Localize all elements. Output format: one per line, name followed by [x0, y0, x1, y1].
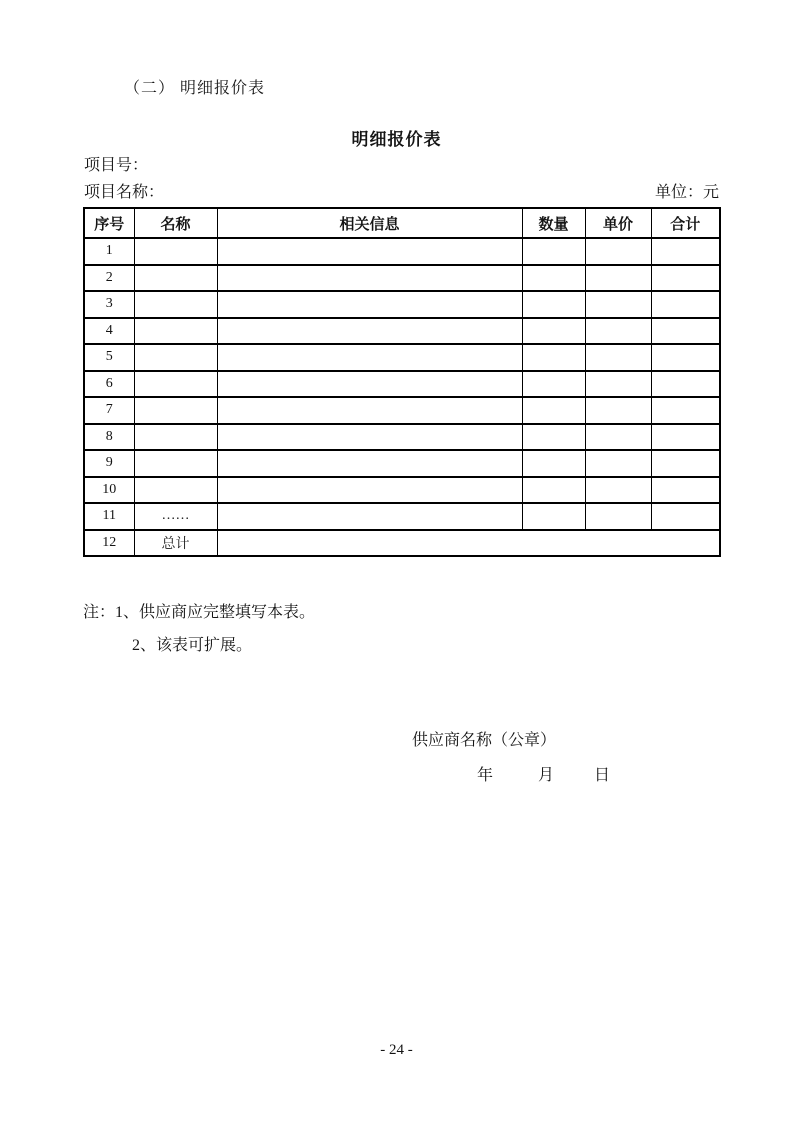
cell-quantity [522, 371, 585, 398]
header-serial: 序号 [84, 208, 134, 238]
table-row [84, 530, 720, 557]
cell-serial: 1 [84, 238, 134, 265]
cell-serial: 6 [84, 371, 134, 398]
note-line-1: 注：1、供应商应完整填写本表。 [83, 604, 316, 621]
cell-info [217, 477, 522, 504]
cell-unit-price [585, 265, 651, 292]
cell-unit-price [585, 291, 651, 318]
cell-serial: 2 [84, 265, 134, 292]
cell-quantity [522, 477, 585, 504]
cell-quantity [522, 318, 585, 345]
header-quantity: 数量 [522, 208, 585, 238]
table-row [84, 371, 720, 398]
cell-name [134, 397, 217, 424]
cell-quantity [522, 450, 585, 477]
cell-quantity [522, 291, 585, 318]
year-label: 年 [477, 767, 494, 784]
cell-name [134, 344, 217, 371]
cell-total [651, 344, 720, 371]
project-name-label: 项目名称： [84, 184, 165, 201]
cell-name: …… [134, 503, 217, 530]
project-meta-row [84, 183, 719, 203]
cell-unit-price [585, 503, 651, 530]
header-total: 合计 [651, 208, 720, 238]
cell-total [651, 424, 720, 451]
cell-unit-price [585, 344, 651, 371]
quote-table [83, 207, 721, 557]
page-number: - 24 - [380, 1042, 413, 1058]
cell-unit-price [585, 371, 651, 398]
month-label: 月 [538, 767, 555, 784]
cell-total [651, 477, 720, 504]
table-row [84, 450, 720, 477]
cell-total [651, 503, 720, 530]
cell-info [217, 503, 522, 530]
table-title: 明细报价表 [351, 130, 442, 149]
table-row [84, 238, 720, 265]
cell-unit-price [585, 318, 651, 345]
table-row [84, 318, 720, 345]
cell-serial: 5 [84, 344, 134, 371]
cell-name [134, 265, 217, 292]
header-name: 名称 [134, 208, 217, 238]
cell-name [134, 450, 217, 477]
cell-quantity [522, 397, 585, 424]
cell-quantity [522, 424, 585, 451]
table-row [84, 477, 720, 504]
table-row [84, 265, 720, 292]
cell-unit-price [585, 424, 651, 451]
signature-date-line [477, 766, 610, 786]
cell-info [217, 238, 522, 265]
cell-quantity [522, 344, 585, 371]
header-info: 相关信息 [217, 208, 522, 238]
table-row [84, 291, 720, 318]
project-number-label: 项目号： [84, 157, 149, 174]
cell-quantity [522, 503, 585, 530]
cell-serial: 8 [84, 424, 134, 451]
cell-info [217, 371, 522, 398]
cell-serial: 3 [84, 291, 134, 318]
cell-serial: 12 [84, 530, 134, 557]
header-unit-price: 单价 [585, 208, 651, 238]
cell-unit-price [585, 477, 651, 504]
header-row [84, 208, 720, 238]
cell-unit-price [585, 397, 651, 424]
table-row [84, 503, 720, 530]
day-label: 日 [594, 767, 611, 784]
cell-info [217, 450, 522, 477]
unit-label: 单位：元 [654, 184, 719, 201]
cell-unit-price [585, 450, 651, 477]
cell-info [217, 318, 522, 345]
cell-name [134, 424, 217, 451]
cell-total [651, 371, 720, 398]
cell-name [134, 371, 217, 398]
cell-quantity [522, 238, 585, 265]
cell-merged [217, 530, 720, 557]
cell-total [651, 318, 720, 345]
supplier-seal-label: 供应商名称（公章） [412, 732, 557, 749]
table-row [84, 424, 720, 451]
cell-info [217, 291, 522, 318]
cell-name: 总计 [134, 530, 217, 557]
cell-unit-price [585, 238, 651, 265]
cell-serial: 4 [84, 318, 134, 345]
cell-info [217, 265, 522, 292]
cell-serial: 11 [84, 503, 134, 530]
cell-info [217, 397, 522, 424]
cell-serial: 10 [84, 477, 134, 504]
cell-total [651, 397, 720, 424]
cell-serial: 9 [84, 450, 134, 477]
cell-info [217, 344, 522, 371]
cell-name [134, 238, 217, 265]
cell-name [134, 291, 217, 318]
cell-total [651, 238, 720, 265]
table-row [84, 344, 720, 371]
cell-name [134, 318, 217, 345]
table-row [84, 397, 720, 424]
cell-total [651, 265, 720, 292]
quote-table-body [84, 238, 720, 556]
quote-table-header [84, 208, 720, 238]
cell-serial: 7 [84, 397, 134, 424]
section-heading: （二） 明细报价表 [124, 80, 266, 97]
cell-total [651, 291, 720, 318]
cell-name [134, 477, 217, 504]
cell-total [651, 450, 720, 477]
cell-quantity [522, 265, 585, 292]
cell-info [217, 424, 522, 451]
note-line-2: 2、该表可扩展。 [132, 637, 253, 654]
